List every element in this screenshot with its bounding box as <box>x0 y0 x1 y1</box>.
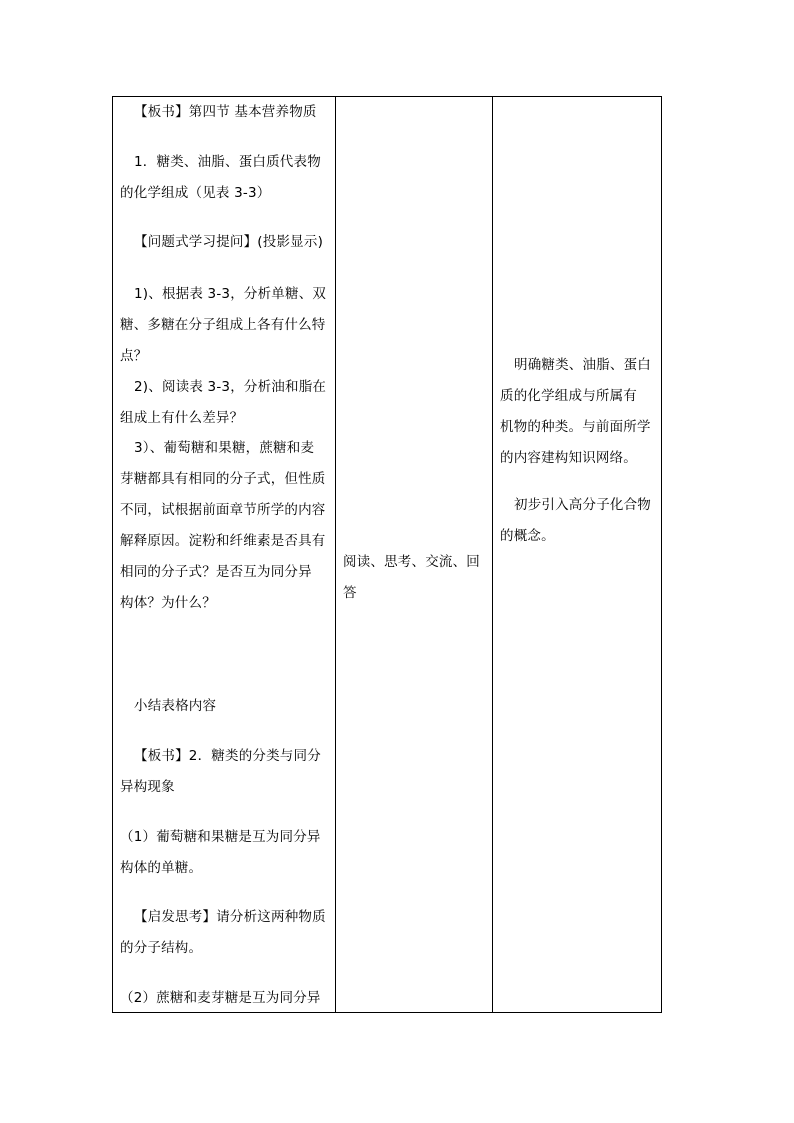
paragraph-question-2 <box>120 372 331 434</box>
text-line: 构体的单糖。 <box>120 860 203 876</box>
text-line: （1）葡萄糖和果糖是互为同分异 <box>120 829 321 845</box>
text-line: 2)、阅读表 3-3，分析油和脂在 <box>134 379 327 395</box>
text-line: 答 <box>343 585 357 601</box>
text-line: 【板书】2．糖类的分类与同分 <box>134 748 321 764</box>
paragraph-sucrose-maltose <box>120 983 331 1014</box>
paragraph-composition <box>120 147 331 209</box>
text-line: 明确糖类、油脂、蛋白 <box>514 357 651 373</box>
student-activity-text <box>343 547 488 609</box>
paragraph-board-2 <box>120 741 331 803</box>
text-line: 解释原因。淀粉和纤维素是否具有 <box>120 533 326 549</box>
text-line: 阅读、思考、交流、回 <box>343 554 480 570</box>
text-line: 构体？为什么？ <box>120 595 216 611</box>
text-line: 小结表格内容 <box>134 698 217 714</box>
text-line: 的化学组成（见表 3-3） <box>120 185 271 201</box>
text-line: 不同，试根据前面章节所学的内容 <box>120 502 326 518</box>
text-line: 点？ <box>120 348 148 364</box>
lesson-plan-table <box>112 96 662 1013</box>
text-line: 相同的分子式？是否互为同分异 <box>120 564 312 580</box>
intent-paragraph-2 <box>500 490 657 552</box>
student-activity-cell <box>336 97 493 1013</box>
intent-paragraph-1 <box>500 350 657 474</box>
design-intent-cell <box>493 97 662 1013</box>
paragraph-question-3 <box>120 433 331 619</box>
text-line: 1)、根据表 3-3，分析单糖、双 <box>134 286 327 302</box>
paragraph-question-1 <box>120 279 331 372</box>
paragraph-summary <box>120 691 331 722</box>
text-line: 异构现象 <box>120 779 175 795</box>
text-line: 的概念。 <box>500 528 555 544</box>
text-line: 【板书】第四节 基本营养物质 <box>134 104 317 120</box>
text-line: 3）、葡萄糖和果糖，蔗糖和麦 <box>134 440 315 456</box>
paragraph-question-heading <box>120 227 331 258</box>
text-line: 的分子结构。 <box>120 940 203 956</box>
paragraph-glucose-fructose <box>120 822 331 884</box>
text-line: 糖、多糖在分子组成上各有什么特 <box>120 317 326 333</box>
table-row <box>113 97 662 1013</box>
text-line: 【启发思考】请分析这两种物质 <box>134 909 326 925</box>
text-line: 的内容建构知识网络。 <box>500 450 637 466</box>
text-line: 芽糖都具有相同的分子式，但性质 <box>120 471 326 487</box>
teacher-activity-cell <box>113 97 336 1013</box>
text-line: 机物的种类。与前面所学 <box>500 419 651 435</box>
paragraph-think <box>120 902 331 964</box>
text-line: 组成上有什么差异？ <box>120 410 244 426</box>
text-line: 初步引入高分子化合物 <box>514 497 651 513</box>
text-line: 1．糖类、油脂、蛋白质代表物 <box>134 154 321 170</box>
text-line: （2）蔗糖和麦芽糖是互为同分异 <box>120 990 321 1006</box>
text-line: 【问题式学习提问】(投影显示) <box>134 234 324 250</box>
board-heading <box>120 97 331 128</box>
text-line: 质的化学组成与所属有 <box>500 388 637 404</box>
